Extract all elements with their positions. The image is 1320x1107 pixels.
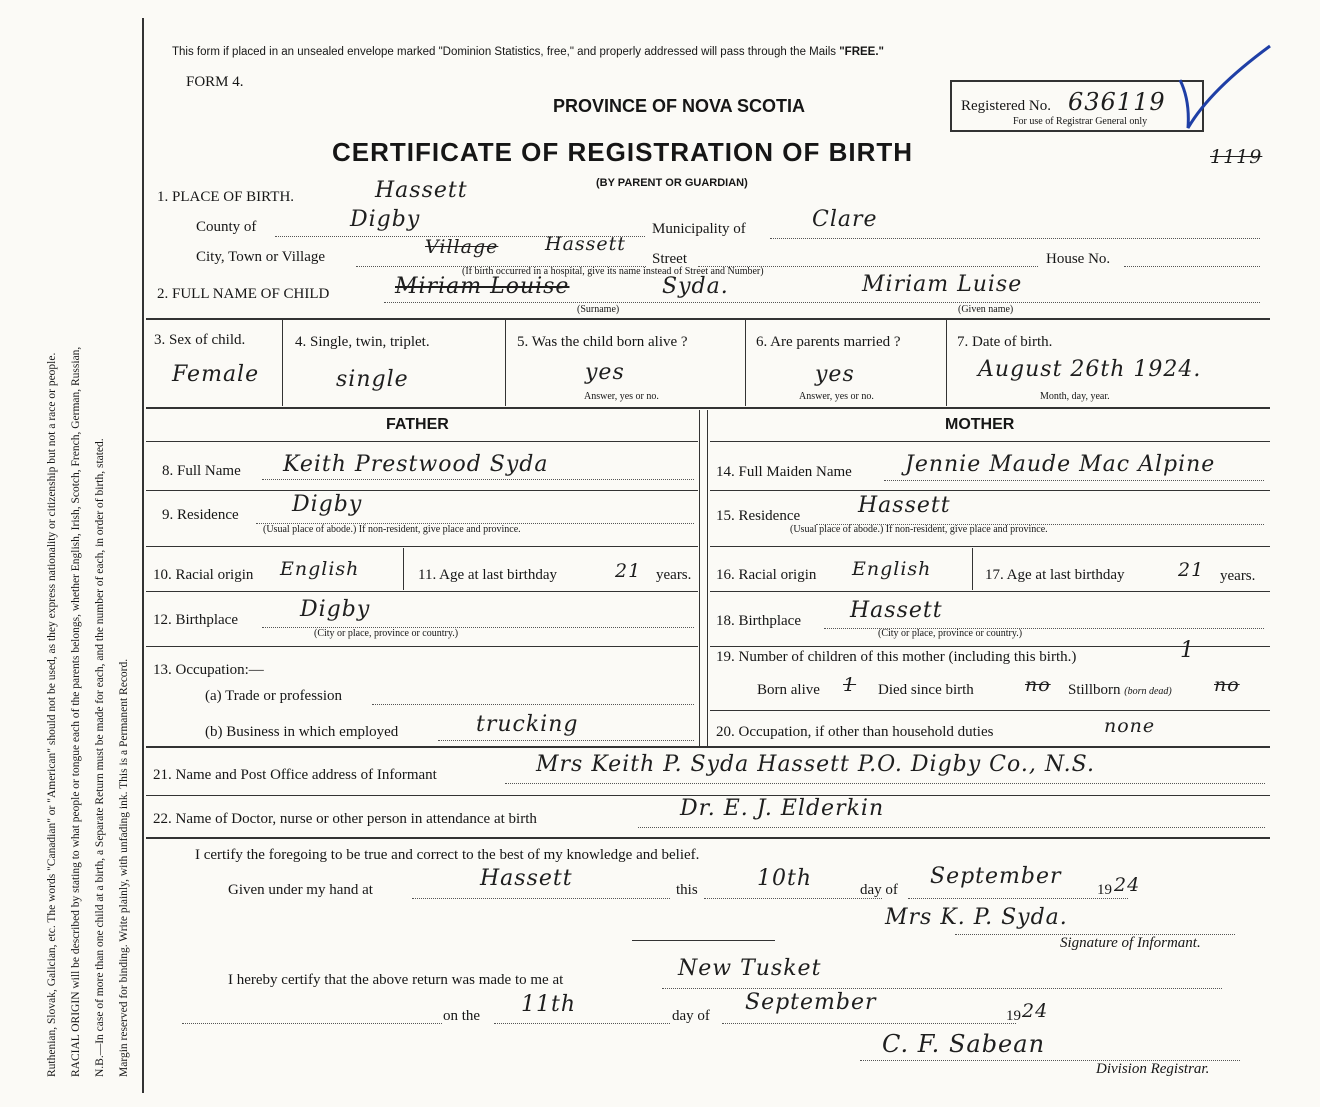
registrar-year-prefix: 19 bbox=[1006, 1008, 1021, 1024]
mother-name-label: 14. Full Maiden Name bbox=[716, 464, 852, 480]
this-label: this bbox=[676, 882, 698, 898]
registrar-signature: C. F. Sabean bbox=[882, 1030, 1046, 1058]
stillborn-label: Stillborn (born dead) bbox=[1068, 682, 1172, 698]
father-business-value: trucking bbox=[476, 712, 579, 737]
child-surname-value: Syda. bbox=[662, 274, 729, 299]
given-day-value: 10th bbox=[757, 866, 813, 891]
died-label: Died since birth bbox=[878, 682, 974, 698]
dob-value: August 26th 1924. bbox=[978, 357, 1202, 382]
street-label: Street bbox=[652, 251, 687, 267]
father-birthplace-note: (City or place, province or country.) bbox=[314, 628, 459, 639]
registrar-day-value: 11th bbox=[521, 992, 577, 1017]
mother-birthplace-label: 18. Birthplace bbox=[716, 613, 801, 629]
father-trade-label: (a) Trade or profession bbox=[205, 688, 343, 704]
registrar-on-label: on the bbox=[443, 1008, 481, 1024]
father-occupation-label: 13. Occupation:— bbox=[153, 662, 264, 678]
born-alive-label: Born alive bbox=[757, 682, 820, 698]
mother-racial-label: 16. Racial origin bbox=[716, 567, 817, 583]
died-value: no bbox=[1025, 674, 1051, 696]
born-alive-value: 1 bbox=[843, 674, 857, 696]
informant-signature: Mrs K. P. Syda. bbox=[885, 905, 1068, 930]
registered-value: 636119 bbox=[1068, 88, 1166, 116]
struck-number: 1119 bbox=[1210, 146, 1263, 168]
place-of-birth-label: 1. PLACE OF BIRTH. bbox=[157, 189, 295, 205]
registrar-month-value: September bbox=[745, 990, 877, 1015]
married-label: 6. Are parents married ? bbox=[756, 334, 901, 350]
city-struck: Village bbox=[425, 236, 499, 258]
given-day-label: day of bbox=[860, 882, 898, 898]
certify-statement: I certify the foregoing to be true and correct to the best of my knowledge and belief. bbox=[195, 847, 700, 863]
margin-note-line-2: N.B.—In case of more than one child at a birth, a Separate Return must be made for each, and the number of each, in order of birth, stated. bbox=[94, 438, 106, 1077]
father-heading: FATHER bbox=[386, 416, 449, 433]
mother-birthplace-value: Hassett bbox=[850, 598, 943, 623]
margin-note-line-1: Margin reserved for binding. Write plainly, with unfading ink. This is a Permanent Record. bbox=[118, 658, 130, 1077]
municipality-label: Municipality of bbox=[652, 221, 746, 237]
surname-label: (Surname) bbox=[577, 304, 620, 315]
mother-occupation-label: 20. Occupation, if other than household duties bbox=[716, 724, 994, 740]
married-value: yes bbox=[815, 362, 855, 387]
dob-note: Month, day, year. bbox=[1040, 391, 1110, 402]
registrar-day-label: day of bbox=[672, 1008, 710, 1024]
given-place-value: Hassett bbox=[480, 866, 573, 891]
place-of-birth-value: Hassett bbox=[375, 178, 468, 203]
hospital-note: (If birth occurred in a hospital, give its name instead of Street and Number) bbox=[462, 266, 764, 277]
mother-age-value: 21 bbox=[1178, 559, 1205, 581]
father-racial-value: English bbox=[280, 558, 360, 580]
given-under-label: Given under my hand at bbox=[228, 882, 373, 898]
county-value: Digby bbox=[350, 207, 421, 232]
given-name-label: (Given name) bbox=[958, 304, 1014, 315]
plurality-label: 4. Single, twin, triplet. bbox=[295, 334, 430, 350]
father-business-label: (b) Business in which employed bbox=[205, 724, 399, 740]
margin-rule bbox=[142, 18, 144, 1093]
registered-number-box bbox=[950, 80, 1204, 132]
margin-notes bbox=[0, 0, 145, 1107]
informant-label: 21. Name and Post Office address of Informant bbox=[153, 767, 437, 783]
father-age-value: 21 bbox=[615, 560, 642, 582]
given-month-value: September bbox=[930, 864, 1062, 889]
margin-note-line-3: RACIAL ORIGIN will be described by stating to what people or tongue each of the parents belongs, whether English, Irish, Scotch, French, German, Russian, bbox=[70, 346, 82, 1077]
child-given-value: Miriam Luise bbox=[862, 272, 1023, 297]
margin-note-line-4: Ruthenian, Slovak, Galician, etc. The words "Canadian" or "American" should not be used, as they express nationality or citizenship but not a race or people. bbox=[46, 352, 58, 1077]
father-birthplace-value: Digby bbox=[300, 597, 371, 622]
sex-value: Female bbox=[172, 362, 260, 387]
informant-signature-label: Signature of Informant. bbox=[1060, 935, 1201, 951]
registered-label: Registered No. bbox=[961, 98, 1051, 114]
province-heading: PROVINCE OF NOVA SCOTIA bbox=[553, 96, 806, 116]
mother-heading: MOTHER bbox=[945, 416, 1015, 433]
county-label: County of bbox=[196, 219, 257, 235]
alive-label: 5. Was the child born alive ? bbox=[517, 334, 688, 350]
mail-notice: This form if placed in an unsealed envelope marked "Dominion Statistics, free," and properly addressed will pass through the Mails "FREE." bbox=[172, 46, 884, 58]
father-residence-note: (Usual place of abode.) If non-resident, give place and province. bbox=[263, 524, 521, 535]
father-residence-value: Digby bbox=[292, 492, 363, 517]
alive-note: Answer, yes or no. bbox=[584, 391, 659, 402]
page-title: CERTIFICATE OF REGISTRATION OF BIRTH bbox=[332, 137, 914, 167]
father-age-label: 11. Age at last birthday bbox=[418, 567, 557, 583]
mother-residence-note: (Usual place of abode.) If non-resident, give place and province. bbox=[790, 524, 1048, 535]
father-racial-label: 10. Racial origin bbox=[153, 567, 254, 583]
father-birthplace-label: 12. Birthplace bbox=[153, 612, 238, 628]
check-mark-icon bbox=[1170, 40, 1280, 135]
given-year-prefix: 19 bbox=[1097, 882, 1112, 898]
alive-value: yes bbox=[585, 360, 625, 385]
registrar-statement: I hereby certify that the above return was made to me at bbox=[228, 972, 564, 988]
mother-birthplace-note: (City or place, province or country.) bbox=[878, 628, 1023, 639]
mother-children-value: 1 bbox=[1180, 638, 1195, 663]
mother-age-years: years. bbox=[1220, 568, 1256, 584]
page-subtitle: (BY PARENT OR GUARDIAN) bbox=[596, 177, 748, 189]
city-value: Hassett bbox=[545, 233, 626, 255]
registrar-note: For use of Registrar General only bbox=[1013, 116, 1148, 127]
doctor-label: 22. Name of Doctor, nurse or other person in attendance at birth bbox=[153, 811, 537, 827]
registrar-place-value: New Tusket bbox=[678, 956, 822, 981]
doctor-value: Dr. E. J. Elderkin bbox=[680, 796, 885, 821]
married-note: Answer, yes or no. bbox=[799, 391, 874, 402]
child-name-label: 2. FULL NAME OF CHILD bbox=[157, 286, 330, 302]
mother-name-value: Jennie Maude Mac Alpine bbox=[905, 452, 1216, 477]
mother-racial-value: English bbox=[852, 558, 932, 580]
mother-children-label: 19. Number of children of this mother (including this birth.) bbox=[716, 649, 1077, 665]
form-number: FORM 4. bbox=[186, 74, 244, 90]
registrar-signature-label: Division Registrar. bbox=[1096, 1061, 1210, 1077]
child-struck-name: Miriam Louise bbox=[395, 274, 570, 299]
mother-residence-value: Hassett bbox=[858, 493, 951, 518]
stillborn-value: no bbox=[1214, 674, 1240, 696]
father-name-value: Keith Prestwood Syda bbox=[283, 452, 549, 477]
mother-residence-label: 15. Residence bbox=[716, 508, 801, 524]
given-year-suffix: 24 bbox=[1114, 874, 1141, 896]
registrar-year-suffix: 24 bbox=[1022, 1000, 1049, 1022]
mother-age-label: 17. Age at last birthday bbox=[985, 567, 1125, 583]
dob-label: 7. Date of birth. bbox=[957, 334, 1053, 350]
father-name-label: 8. Full Name bbox=[162, 463, 241, 479]
sex-label: 3. Sex of child. bbox=[154, 332, 246, 348]
city-label: City, Town or Village bbox=[196, 249, 326, 265]
municipality-value: Clare bbox=[812, 207, 878, 232]
mother-occupation-value: none bbox=[1104, 715, 1156, 737]
father-age-years: years. bbox=[656, 567, 692, 583]
father-residence-label: 9. Residence bbox=[162, 507, 239, 523]
plurality-value: single bbox=[336, 367, 409, 392]
informant-value: Mrs Keith P. Syda Hassett P.O. Digby Co., N.S. bbox=[536, 752, 1095, 777]
house-label: House No. bbox=[1046, 251, 1111, 267]
